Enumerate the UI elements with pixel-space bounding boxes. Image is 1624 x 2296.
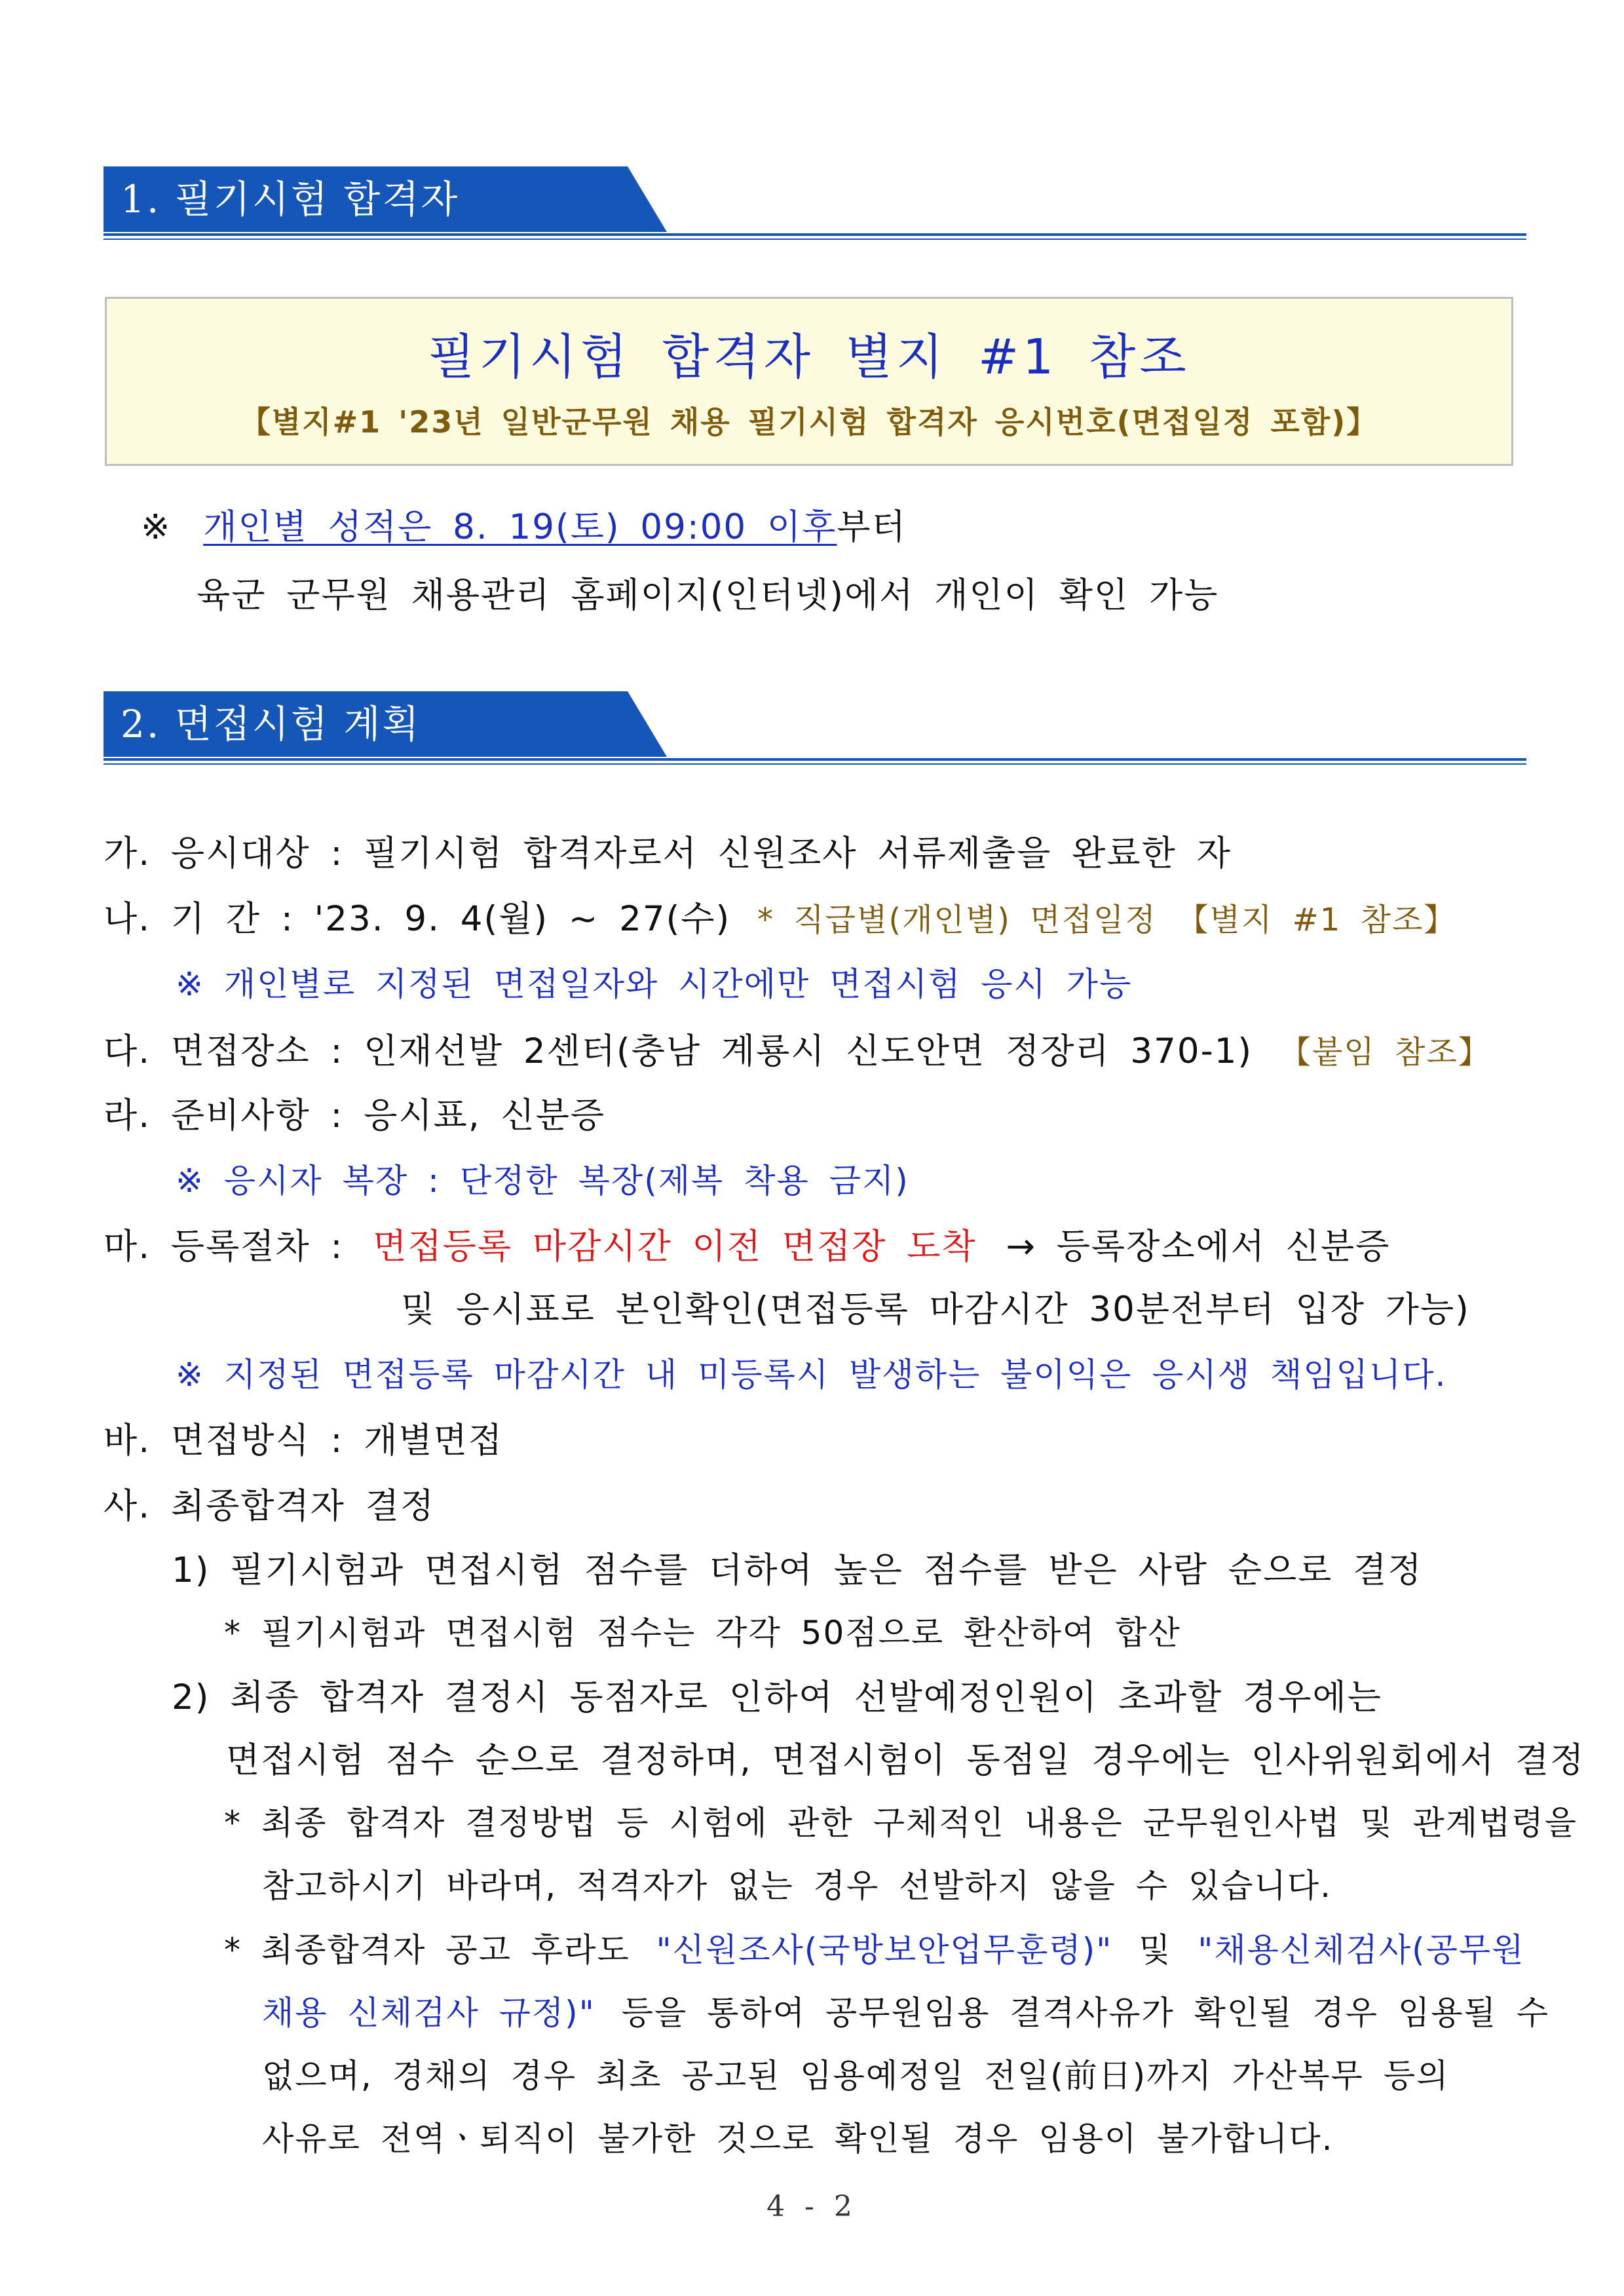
notice-box xyxy=(105,297,1513,466)
item-ra-sub: ※ 응시자 복장 : 단정한 복장(제복 착용 금지) xyxy=(176,1162,909,1200)
score-release-link[interactable]: 개인별 성적은 8. 19(토) 09:00 이후 xyxy=(203,507,837,547)
page-number: 4 - 2 xyxy=(766,2190,858,2223)
item-na-ref: 【별지 #1 참조】 xyxy=(1177,902,1457,938)
item-sa-1: 1) 필기시험과 면접시험 점수를 더하여 높은 점수를 받은 사람 순으로 결정 xyxy=(172,1550,1423,1590)
item-sa-2-note1-line2: 참고하시기 바라며, 적격자가 없는 경우 선발하지 않을 수 있습니다. xyxy=(262,1867,1332,1905)
note2-security-reference: "신원조사(국방보안업무훈령)" xyxy=(656,1931,1113,1969)
section-title: 2. 면접시험 계획 xyxy=(121,702,421,746)
section-header-2 xyxy=(104,691,1526,769)
note-score-release-line2: 육군 군무원 채용관리 홈페이지(인터넷)에서 개인이 확인 가능 xyxy=(197,575,1219,615)
item-ra: 라. 준비사항 : 응시표, 신분증 xyxy=(104,1096,606,1136)
item-na-sub: ※ 개인별로 지정된 면접일자와 시간에만 면접시험 응시 가능 xyxy=(176,965,1133,1003)
item-da-label: 다. 면접장소 : 인재선발 2센터(충남 계룡시 신도안면 정장리 370-1) xyxy=(104,1031,1253,1071)
item-ma-label: 마. 등록절차 : xyxy=(104,1227,344,1267)
note-rest: 부터 xyxy=(837,507,907,547)
note2-medical-reference: "채용신체검사(공무원 xyxy=(1198,1931,1525,1969)
item-ma-deadline: 면접등록 마감시간 이전 면접장 도착 xyxy=(373,1227,977,1267)
notice-box-subtitle: 【별지#1 '23년 일반군무원 채용 필기시험 합격자 응시번호(면접일정 포함)】 xyxy=(240,404,1378,440)
item-da-ref: 【붙임 참조】 xyxy=(1279,1034,1491,1071)
item-sa-2-note2-line1 xyxy=(224,1924,1525,1971)
item-ma-rest: → 등록장소에서 신분증 xyxy=(1006,1227,1391,1267)
item-ba: 바. 면접방식 : 개별면접 xyxy=(104,1421,504,1461)
item-sa-2-line1: 2) 최종 합격자 결정시 동점자로 인하여 선발예정인원이 초과할 경우에는 xyxy=(172,1677,1382,1717)
item-sa-2-line2: 면접시험 점수 순으로 결정하며, 면접시험이 동점일 경우에는 인사위원회에서 결정 xyxy=(226,1740,1585,1780)
item-sa-2-note2-line3: 없으며, 경채의 경우 최초 공고된 임용예정일 전일(前日)까지 가산복무 등의 xyxy=(262,2057,1450,2095)
section-header-1 xyxy=(104,166,1526,244)
item-sa-1-note: * 필기시험과 면접시험 점수는 각각 50점으로 환산하여 합산 xyxy=(224,1614,1181,1652)
item-ma-sub: ※ 지정된 면접등록 마감시간 내 미등록시 발생하는 불이익은 응시생 책임입니다. xyxy=(176,1356,1447,1394)
item-ga: 가. 응시대상 : 필기시험 합격자로서 신원조사 서류제출을 완료한 자 xyxy=(104,833,1232,873)
note2-and: 및 xyxy=(1139,1931,1172,1969)
item-na-label: 나. 기 간 : '23. 9. 4(월) ~ 27(수) xyxy=(104,899,731,939)
note2-medical-reference-cont: 채용 신체검사 규정)" xyxy=(262,1994,595,2032)
note-score-release xyxy=(141,499,907,549)
section-title: 1. 필기시험 합격자 xyxy=(121,177,460,221)
item-da xyxy=(104,1024,1491,1073)
note2-line2-rest: 등을 통하여 공무원임용 결격사유가 확인될 경우 임용될 수 xyxy=(621,1994,1550,2032)
item-ma xyxy=(104,1219,1390,1269)
note2-start: * 최종합격자 공고 후라도 xyxy=(224,1931,630,1969)
notice-box-title: 필기시험 합격자 별지 #1 참조 xyxy=(428,329,1190,385)
item-sa-2-note1-line1: * 최종 합격자 결정방법 등 시험에 관한 구체적인 내용은 군무원인사법 및 관계법령을 xyxy=(224,1804,1578,1842)
item-na xyxy=(104,891,1456,941)
item-sa-2-note2-line2 xyxy=(262,1987,1549,2034)
note-mark: ※ xyxy=(141,507,172,547)
item-na-note: * 직급별(개인별) 면접일정 xyxy=(757,902,1157,938)
item-sa-2-note2-line4: 사유로 전역ㆍ퇴직이 불가한 것으로 확인될 경우 임용이 불가합니다. xyxy=(262,2120,1334,2158)
item-ma-line2: 및 응시표로 본인확인(면접등록 마감시간 30분전부터 입장 가능) xyxy=(401,1290,1470,1330)
item-sa: 사. 최종합격자 결정 xyxy=(104,1486,436,1526)
